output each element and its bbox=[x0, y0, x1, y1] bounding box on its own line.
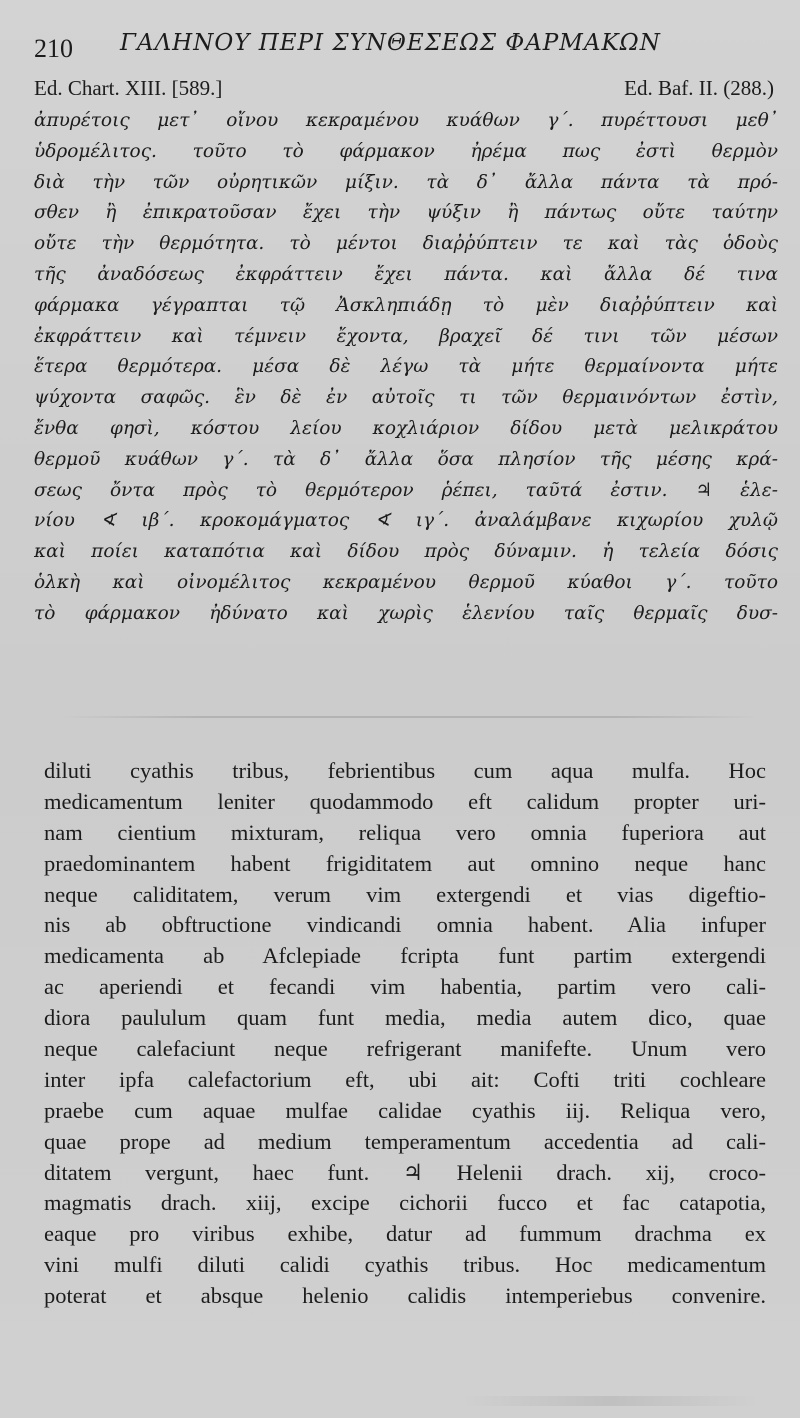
latin-line: vini mulfi diluti calidi cyathis tribus. Hoc medicamentum bbox=[44, 1252, 766, 1278]
latin-line: ac aperiendi et fecandi vim habentia, partim vero cali- bbox=[44, 974, 766, 1000]
latin-text-block bbox=[44, 756, 766, 1312]
latin-line: diora paululum quam funt media, media autem dico, quae bbox=[44, 1005, 766, 1031]
latin-line: magmatis drach. xiij, excipe cichorii fucco et fac catapotia, bbox=[44, 1190, 766, 1216]
latin-line: praedominantem habent frigiditatem aut omnino neque hanc bbox=[44, 850, 766, 876]
greek-line: νίου ∢ ιβ΄. κροκομάγματος ∢ ιγ΄. ἀναλάμβανε κιχωρίου χυλῷ bbox=[34, 510, 778, 532]
greek-line: φάρμακα γέγραπται τῷ Ἀσκληπιάδῃ τὸ μὲν διαῤῥύπτειν καὶ bbox=[34, 294, 778, 316]
latin-line: ditatem vergunt, haec funt. ♃ Helenii drach. xij, croco- bbox=[44, 1159, 766, 1185]
latin-line: medicamenta ab Afclepiade fcripta funt partim extergendi bbox=[44, 943, 766, 969]
edition-references bbox=[34, 76, 774, 104]
greek-line: ἀπυρέτοις μετ᾽ οἴνου κεκραμένου κυάθων γ΄. πυρέττουσι μεθ᾽ bbox=[34, 110, 778, 131]
show-through-footer bbox=[460, 1396, 760, 1406]
page-header bbox=[34, 28, 774, 68]
latin-line: medicamentum leniter quodammodo eft calidum propter uri- bbox=[44, 788, 766, 814]
greek-line: καὶ ποίει καταπότια καὶ δίδου πρὸς δύναμιν. ἡ τελεία δόσις bbox=[34, 541, 778, 563]
greek-line: διὰ τὴν τῶν οὐρητικῶν μίξιν. τὰ δ᾽ ἄλλα πάντα τὰ πρό- bbox=[34, 171, 778, 193]
latin-line: praebe cum aquae mulfae calidae cyathis iij. Reliqua vero, bbox=[44, 1097, 766, 1123]
edition-basel: Ed. Baf. II. (288.) bbox=[624, 76, 774, 100]
greek-line: ὁλκὴ καὶ οἰνομέλιτος κεκραμένου θερμοῦ κύαθοι γ΄. τοῦτο bbox=[34, 571, 778, 593]
greek-line: τὸ φάρμακον ἠδύνατο καὶ χωρὶς ἑλενίου ταῖς θερμαῖς δυσ- bbox=[34, 602, 778, 624]
greek-line: ἕτερα θερμότερα. μέσα δὲ λέγω τὰ μήτε θερμαίνοντα μήτε bbox=[34, 356, 778, 378]
running-title: ΓΑΛΗΝΟΥ ΠΕΡΙ ΣΥΝΘΕΣΕΩΣ ΦΑΡΜΑΚΩΝ bbox=[120, 30, 661, 56]
latin-line: inter ipfa calefactorium eft, ubi ait: Cofti triti cochleare bbox=[44, 1066, 766, 1092]
latin-line: quae prope ad medium temperamentum accedentia ad cali- bbox=[44, 1128, 766, 1154]
page-number: 210 bbox=[34, 34, 73, 63]
greek-line: σθεν ἢ ἐπικρατοῦσαν ἔχει τὴν ψύξιν ἢ πάντως οὔτε ταύτην bbox=[34, 202, 778, 224]
latin-line: nis ab obftructione vindicandi omnia habent. Alia infuper bbox=[44, 912, 766, 938]
latin-line: poterat et absque helenio calidis intemperiebus convenire. bbox=[44, 1283, 766, 1309]
greek-line: οὔτε τὴν θερμότητα. τὸ μέντοι διαῤῥύπτειν τε καὶ τὰς ὁδοὺς bbox=[34, 233, 778, 255]
greek-line: ἔνθα φησὶ, κόστου λείου κοχλιάριον δίδου μετὰ μελικράτου bbox=[34, 417, 778, 439]
latin-line: eaque pro viribus exhibe, datur ad fummum drachma ex bbox=[44, 1221, 766, 1247]
latin-line: diluti cyathis tribus, febrientibus cum aqua mulfa. Hoc bbox=[44, 758, 766, 783]
greek-line: ἐκφράττειν καὶ τέμνειν ἔχοντα, βραχεῖ δέ τινι τῶν μέσων bbox=[34, 325, 778, 347]
greek-line: ὑδρομέλιτος. τοῦτο τὸ φάρμακον ἠρέμα πως ἐστὶ θερμὸν bbox=[34, 140, 778, 162]
show-through-line bbox=[60, 716, 760, 718]
latin-line: neque calefaciunt neque refrigerant manifefte. Unum vero bbox=[44, 1036, 766, 1062]
latin-line: nam cientium mixturam, reliqua vero omnia fuperiora aut bbox=[44, 819, 766, 845]
greek-text-block bbox=[34, 106, 778, 630]
greek-line: σεως ὄντα πρὸς τὸ θερμότερον ῥέπει, ταῦτά ἐστιν. ♃ ἑλε- bbox=[34, 479, 778, 501]
greek-line: τῆς ἀναδόσεως ἐκφράττειν ἔχει πάντα. καὶ ἄλλα δέ τινα bbox=[34, 263, 778, 285]
greek-line: ψύχοντα σαφῶς. ἓν δὲ ἐν αὐτοῖς τι τῶν θερμαινόντων ἐστὶν, bbox=[34, 387, 778, 409]
edition-chartier: Ed. Chart. XIII. [589.] bbox=[34, 76, 223, 100]
greek-line: θερμοῦ κυάθων γ΄. τὰ δ᾽ ἄλλα ὅσα πλησίον τῆς μέσης κρά- bbox=[34, 448, 778, 470]
latin-line: neque caliditatem, verum vim extergendi et vias digeftio- bbox=[44, 881, 766, 907]
